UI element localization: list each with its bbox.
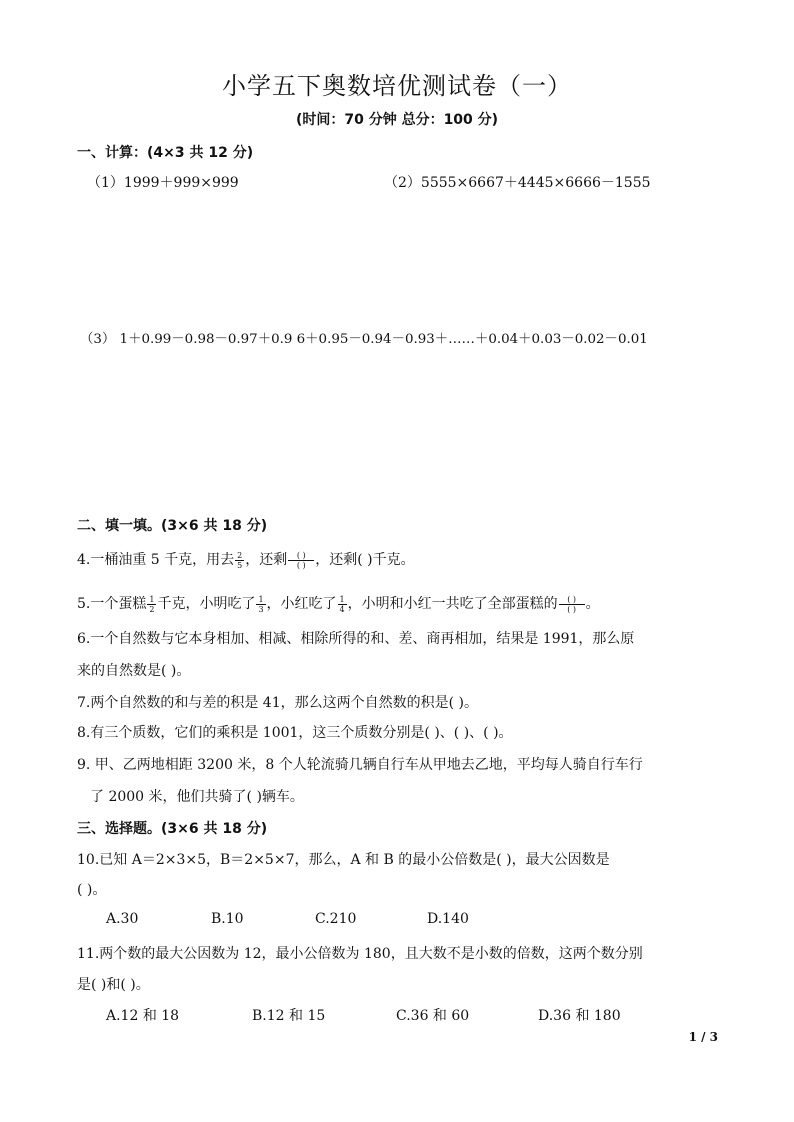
option-a: A.30 bbox=[106, 911, 139, 927]
section-3-heading: 三、选择题。(3×6 共 18 分) bbox=[77, 821, 268, 837]
option-b: B.10 bbox=[211, 911, 244, 927]
fraction-denominator: 4 bbox=[339, 604, 345, 614]
option-c: C.210 bbox=[315, 911, 357, 927]
question-5-text-b: 千克，小明吃了 bbox=[157, 596, 256, 612]
question-4-text-b: ，还剩 bbox=[245, 552, 288, 568]
blank-denominator: ( ) bbox=[296, 560, 306, 570]
option-d: D.36 和 180 bbox=[538, 1008, 621, 1024]
question-5-text-d: ，小明和小红一共吃了全部蛋糕的 bbox=[347, 596, 558, 612]
question-9-line-1: 9. 甲、乙两地相距 3200 米，8 个人轮流骑几辆自行车从甲地去乙地，平均每人骑自行车行 bbox=[77, 757, 643, 773]
fraction-denominator: 2 bbox=[149, 604, 155, 614]
blank-numerator: ( ) bbox=[288, 551, 314, 561]
blank-numerator: ( ) bbox=[559, 595, 585, 605]
fraction-numerator: 1 bbox=[339, 594, 345, 604]
option-d: D.140 bbox=[427, 911, 469, 927]
question-10-line-1: 10.已知 A＝2×3×5，B＝2×5×7，那么，A 和 B 的最小公倍数是( )，最大公因数是 bbox=[77, 852, 610, 868]
page-title: 小学五下奥数培优测试卷（一） bbox=[222, 72, 572, 100]
question-5-text-c: ，小红吃了 bbox=[266, 596, 337, 612]
option-a: A.12 和 18 bbox=[106, 1008, 180, 1024]
question-9-line-2: 了 2000 米，他们共骑了( )辆车。 bbox=[90, 789, 304, 805]
question-5-text-e: 。 bbox=[585, 596, 600, 612]
question-3: （3） 1＋0.99－0.98－0.97＋0.9 6＋0.95－0.94－0.93＋……＋0.04＋0.03－0.02－0.01 bbox=[80, 332, 648, 347]
question-2: （2）5555×6667＋4445×6666－1555 bbox=[384, 175, 651, 191]
option-b: B.12 和 15 bbox=[252, 1008, 326, 1024]
blank-fraction bbox=[559, 595, 585, 614]
fraction-denominator: 3 bbox=[258, 604, 264, 614]
exam-info: (时间：70 分钟 总分：100 分) bbox=[295, 112, 499, 128]
question-6-line-2: 来的自然数是( )。 bbox=[77, 663, 191, 679]
fraction-denominator: 5 bbox=[237, 560, 243, 570]
question-4 bbox=[77, 549, 415, 570]
fraction-numerator: 2 bbox=[237, 550, 243, 560]
question-8: 8.有三个质数，它们的乘积是 1001，这三个质数分别是( )、( )、( )。 bbox=[77, 725, 513, 741]
fraction-one-half bbox=[147, 595, 156, 614]
question-11-line-1: 11.两个数的最大公因数为 12，最小公倍数为 180，且大数不是小数的倍数，这两个数分别 bbox=[77, 946, 643, 962]
question-5 bbox=[77, 593, 600, 614]
section-2-heading: 二、填一填。(3×6 共 18 分) bbox=[77, 518, 268, 534]
blank-denominator: ( ) bbox=[567, 604, 577, 614]
question-5-text-a: 5.一个蛋糕 bbox=[77, 596, 147, 612]
question-11-line-2: 是( )和( )。 bbox=[77, 977, 150, 993]
fraction-numerator: 1 bbox=[149, 594, 155, 604]
question-6-line-1: 6.一个自然数与它本身相加、相减、相除所得的和、差、商再相加，结果是 1991，那么原 bbox=[77, 631, 635, 647]
question-10-line-2: ( )。 bbox=[77, 882, 107, 898]
option-c: C.36 和 60 bbox=[396, 1008, 470, 1024]
section-1-heading: 一、计算：(4×3 共 12 分) bbox=[77, 145, 254, 161]
question-4-text-a: 4.一桶油重 5 千克，用去 bbox=[77, 552, 235, 568]
fraction-one-third bbox=[256, 595, 265, 614]
fraction-one-quarter bbox=[338, 595, 347, 614]
question-7: 7.两个自然数的和与差的积是 41，那么这两个自然数的积是( )。 bbox=[77, 695, 478, 711]
question-4-text-c: ，还剩( )千克。 bbox=[315, 552, 415, 568]
fraction-numerator: 1 bbox=[258, 594, 264, 604]
question-1: （1）1999＋999×999 bbox=[87, 175, 239, 191]
fraction-two-fifths bbox=[235, 551, 244, 570]
blank-fraction bbox=[288, 551, 314, 570]
page-number: 1 / 3 bbox=[688, 1030, 718, 1044]
